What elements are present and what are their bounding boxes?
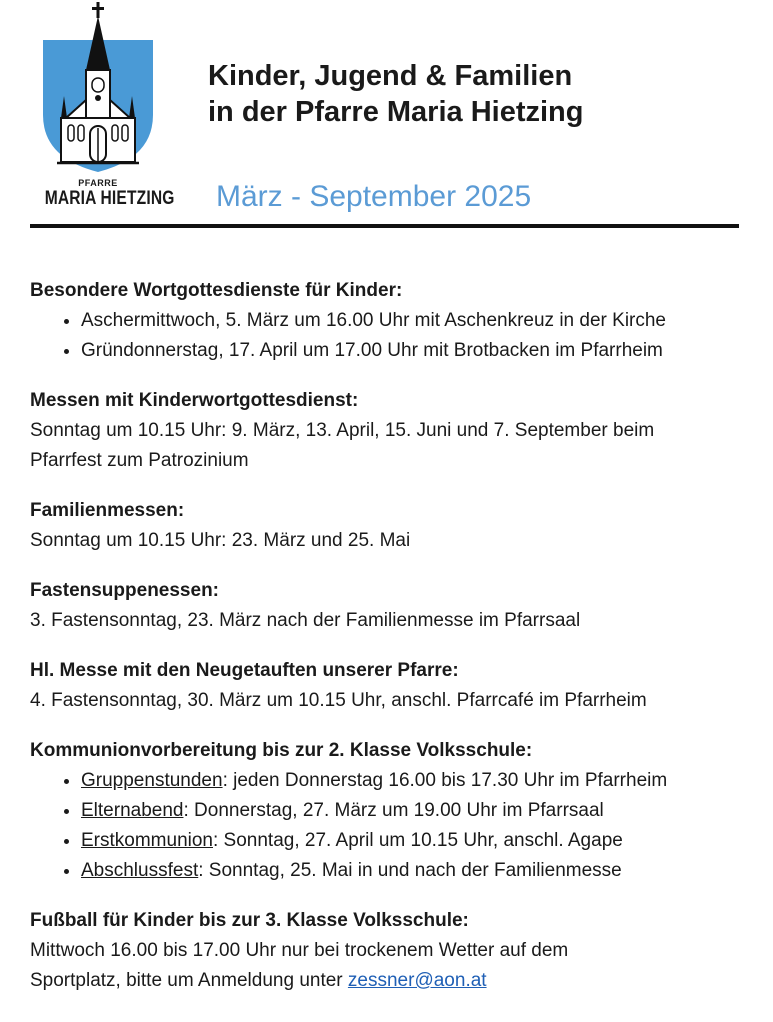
section-heading: Fastensuppenessen: <box>30 580 219 601</box>
section-text: 4. Fastensonntag, 30. März um 10.15 Uhr, anschl. Pfarrcafé im Pfarrheim <box>30 690 647 711</box>
section-heading: Kommunionvorbereitung bis zur 2. Klasse Volksschule: <box>30 740 533 761</box>
section-text: 3. Fastensonntag, 23. März nach der Familienmesse im Pfarrsaal <box>30 610 581 631</box>
date-range: März - September 2025 <box>216 180 532 213</box>
item-label: Gruppenstunden <box>81 770 223 791</box>
title-line-1: Kinder, Jugend & Familien <box>208 60 573 92</box>
list-item <box>81 796 742 826</box>
item-label: Erstkommunion <box>81 830 213 851</box>
section-text-with-link <box>30 966 742 996</box>
item-text: : Donnerstag, 27. März um 19.00 Uhr im Pfarrsaal <box>183 800 604 821</box>
title-line-2: in der Pfarre Maria Hietzing <box>208 96 584 128</box>
item-text: : Sonntag, 27. April um 10.15 Uhr, anschl. Agape <box>213 830 623 851</box>
section-heading: Besondere Wortgottesdienste für Kinder: <box>30 280 403 301</box>
section-neugetaufte <box>30 656 742 716</box>
item-text: : jeden Donnerstag 16.00 bis 17.30 Uhr im Pfarrheim <box>222 770 668 791</box>
list-item <box>81 856 742 886</box>
section-fussball <box>30 906 742 996</box>
list-item: • Aschermittwoch, 5. März um 16.00 Uhr mit Aschenkreuz in der Kirche <box>81 306 742 336</box>
parish-logo <box>33 0 175 215</box>
section-heading: Familienmessen: <box>30 500 185 521</box>
church-shield-icon <box>41 0 155 175</box>
section-kinderwortgottesdienst <box>30 386 742 476</box>
list-item <box>81 826 742 856</box>
bullet-list <box>30 306 742 366</box>
section-text: Sonntag um 10.15 Uhr: 9. März, 13. April, 15. Juni und 7. September beim <box>30 420 655 441</box>
section-familienmessen <box>30 496 742 556</box>
header-divider <box>30 224 739 228</box>
list-item: • Gründonnerstag, 17. April um 17.00 Uhr mit Brotbacken im Pfarrheim <box>81 336 742 366</box>
section-fastensuppenessen <box>30 576 742 636</box>
bullet-list <box>30 766 742 886</box>
list-item <box>81 766 742 796</box>
item-label: Abschlussfest <box>81 860 199 881</box>
email-link[interactable]: zessner@aon.at <box>347 970 487 991</box>
section-heading: Messen mit Kinderwortgottesdienst: <box>30 390 359 411</box>
page-title <box>208 58 748 130</box>
item-text: : Sonntag, 25. Mai in und nach der Familienmesse <box>198 860 622 881</box>
logo-label-small: PFARRE <box>78 178 118 188</box>
section-kommunionvorbereitung <box>30 736 742 886</box>
section-text: Mittwoch 16.00 bis 17.00 Uhr nur bei trockenem Wetter auf dem <box>30 940 569 961</box>
section-text: Pfarrfest zum Patrozinium <box>30 450 249 471</box>
logo-label-name: MARIA HIETZING <box>44 188 175 209</box>
event-list <box>30 276 742 1016</box>
section-kinder-wortgottesdienste <box>30 276 742 366</box>
section-heading: Hl. Messe mit den Neugetauften unserer Pfarre: <box>30 660 459 681</box>
section-text: Sonntag um 10.15 Uhr: 23. März und 25. Mai <box>30 530 411 551</box>
section-heading: Fußball für Kinder bis zur 3. Klasse Volksschule: <box>30 910 469 931</box>
item-label: Elternabend <box>81 800 184 821</box>
section-text: Sportplatz, bitte um Anmeldung unter <box>30 970 348 991</box>
